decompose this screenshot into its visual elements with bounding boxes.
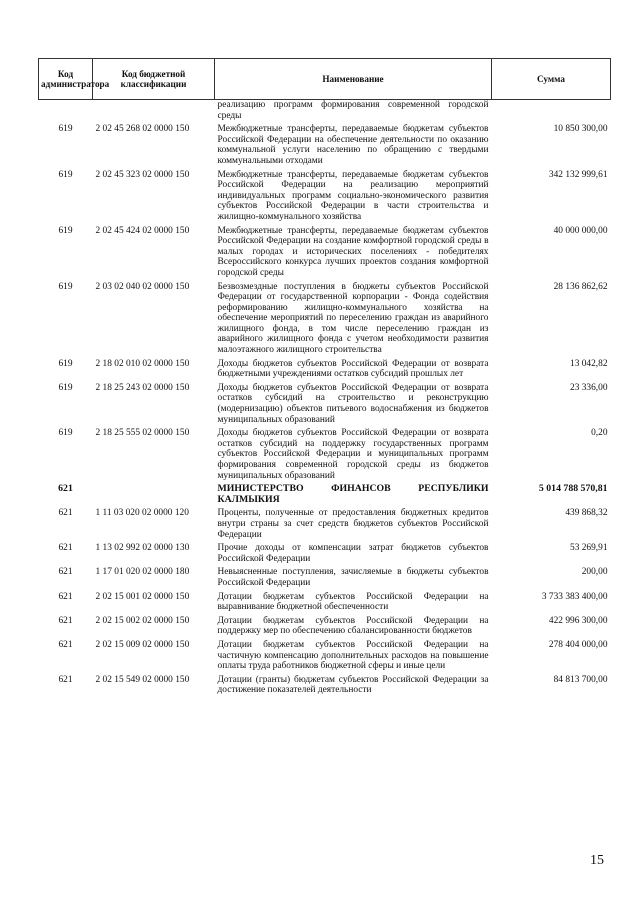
cell-amount: 439 868,32 [565,508,608,519]
table-row [39,615,611,639]
table-row [39,358,611,382]
cell-amount: 28 136 862,62 [553,281,608,292]
table-row [39,169,611,225]
ministry-total-amount: 5 014 788 570,81 [538,483,608,495]
cell-code: 2 02 15 002 02 0000 150 [95,615,190,626]
cell-admin: 621 [58,543,73,554]
cell-amount [492,100,611,124]
cell-admin: 619 [58,358,73,369]
cell-name: Прочие доходы от компенсации затрат бюджетов субъектов Российской Федерации [217,543,489,564]
cell-admin: 619 [58,169,73,180]
cell-code [93,483,215,507]
cell-amount: 422 996 300,00 [548,615,608,626]
cell-name: Межбюджетные трансферты, передаваемые бюджетам субъектов Российской Федерации на реализацию мероприятий индивидуальных программ социально-экономического развития субъектов Российской Федерации в части строительства и жилищно-коммунального хозяйства [217,169,489,222]
table-row [39,100,611,124]
cell-name: Дотации (гранты) бюджетам субъектов Российской Федерации за достижение показателей деятельности [217,674,489,696]
cell-name: Доходы бюджетов субъектов Российской Федерации от возврата остатков субсидий на строительство и реконструкцию (модернизацию) объектов питьевого водоснабжения из бюджетов муниципальных образований [217,382,489,425]
table-row [39,542,611,566]
cell-amount: 53 269,91 [570,543,608,554]
table-row [39,382,611,427]
table-row [39,427,611,483]
cell-amount: 342 132 999,61 [548,169,608,180]
cell-amount: 10 850 300,00 [553,124,608,135]
cell-amount: 84 813 700,00 [553,674,608,685]
cell-admin: 619 [58,428,73,439]
cell-admin: 621 [58,639,73,650]
ministry-title: МИНИСТЕРСТВО ФИНАНСОВ РЕСПУБЛИКИ КАЛМЫКИЯ [217,483,489,505]
cell-admin: 619 [58,124,73,135]
header-name: Наименование [215,59,492,100]
cell-name: Безвозмездные поступления в бюджеты субъектов Российской Федерации от государственной корпорации - Фонда содействия реформированию жилищно-коммунального хозяйства на обеспечение мероприятий по переселению граждан из аварийного жилищного фонда, в том числе переселению граждан из аварийного жилищного фонда с учетом необходимости развития малоэтажного жилищного строительства [217,281,489,356]
cell-code: 1 11 03 020 02 0000 120 [95,508,189,519]
cell-admin: 621 [58,674,73,685]
cell-amount: 0,20 [591,428,608,439]
cell-amount: 278 404 000,00 [548,639,608,650]
cell-name: Дотации бюджетам субъектов Российской Федерации на выравнивание бюджетной обеспеченности [217,591,489,613]
table-row [39,639,611,674]
cell-amount: 23 336,00 [570,382,608,393]
cell-code: 2 02 15 549 02 0000 150 [95,674,190,685]
cell-code: 2 18 25 243 02 0000 150 [95,382,190,393]
header-budget-code: Код бюджетной классификации [93,59,215,100]
cell-admin: 621 [58,567,73,578]
cell-code: 2 02 45 268 02 0000 150 [95,124,190,135]
cell-code: 2 02 45 323 02 0000 150 [95,169,190,180]
cell-code: 2 03 02 040 02 0000 150 [95,281,190,292]
cell-name: Доходы бюджетов субъектов Российской Федерации от возврата остатков субсидий на поддержку государственных программ субъектов Российской Федерации и муниципальных программ формирования современной городской среды из бюджетов муниципальных образований [217,428,489,481]
budget-table [38,58,611,698]
table-row [39,566,611,590]
cell-admin: 621 [58,508,73,519]
cell-amount: 3 733 383 400,00 [541,591,608,602]
cell-admin: 621 [58,483,73,495]
cell-code: 1 17 01 020 02 0000 180 [95,567,190,578]
table-row [39,281,611,358]
table-row [39,674,611,698]
cell-amount: 40 000 000,00 [553,225,608,236]
cell-code: 1 13 02 992 02 0000 130 [95,543,190,554]
cell-admin: 619 [58,382,73,393]
cell-admin: 621 [58,615,73,626]
cell-code: 2 02 15 009 02 0000 150 [95,639,190,650]
table-header-row [39,59,611,100]
cell-code: 2 18 25 555 02 0000 150 [95,428,190,439]
cell-admin: 621 [58,591,73,602]
cell-name: Невыясненные поступления, зачисляемые в бюджеты субъектов Российской Федерации [217,567,489,588]
table-row [39,591,611,615]
cell-admin: 619 [58,281,73,292]
header-amount: Сумма [492,59,611,100]
cell-code: 2 18 02 010 02 0000 150 [95,358,190,369]
cell-amount: 200,00 [581,567,608,578]
cell-name: Дотации бюджетам субъектов Российской Федерации на частичную компенсацию дополнительных расходов на повышение оплаты труда работников бюджетной сферы и иные цели [217,639,489,672]
cell-code: 2 02 45 424 02 0000 150 [95,225,190,236]
table-row [39,225,611,281]
table-row [39,507,611,542]
cell-admin: 619 [58,225,73,236]
cell-name: Проценты, полученные от предоставления бюджетных кредитов внутри страны за счет средств бюджетов субъектов Российской Федерации [217,508,489,540]
header-admin-code: Код администратора [39,59,93,100]
cell-name: Межбюджетные трансферты, передаваемые бюджетам субъектов Российской Федерации на создание комфортной городской среды в малых городах и исторических поселениях - победителях Всероссийского конкурса лучших проектов создания комфортной городской среды [217,225,489,278]
table-row [39,123,611,168]
cell-code: 2 02 15 001 02 0000 150 [95,591,190,602]
cell-admin [39,100,93,124]
page-number: 15 [590,853,604,868]
cell-code [93,100,215,124]
table-body [39,100,611,698]
cell-name: Межбюджетные трансферты, передаваемые бюджетам субъектов Российской Федерации на обеспечение деятельности по оказанию коммунальной услуги населению по обращению с твердыми коммунальными отходами [217,124,489,166]
cell-name: реализацию программ формирования современной городской среды [217,100,489,121]
cell-name: Дотации бюджетам субъектов Российской Федерации на поддержку мер по обеспечению сбалансированности бюджетов [217,615,489,637]
cell-name: Доходы бюджетов субъектов Российской Федерации от возврата бюджетными учреждениями остатков субсидий прошлых лет [217,358,489,380]
cell-amount: 13 042,82 [570,358,608,369]
ministry-heading-row [39,483,611,507]
